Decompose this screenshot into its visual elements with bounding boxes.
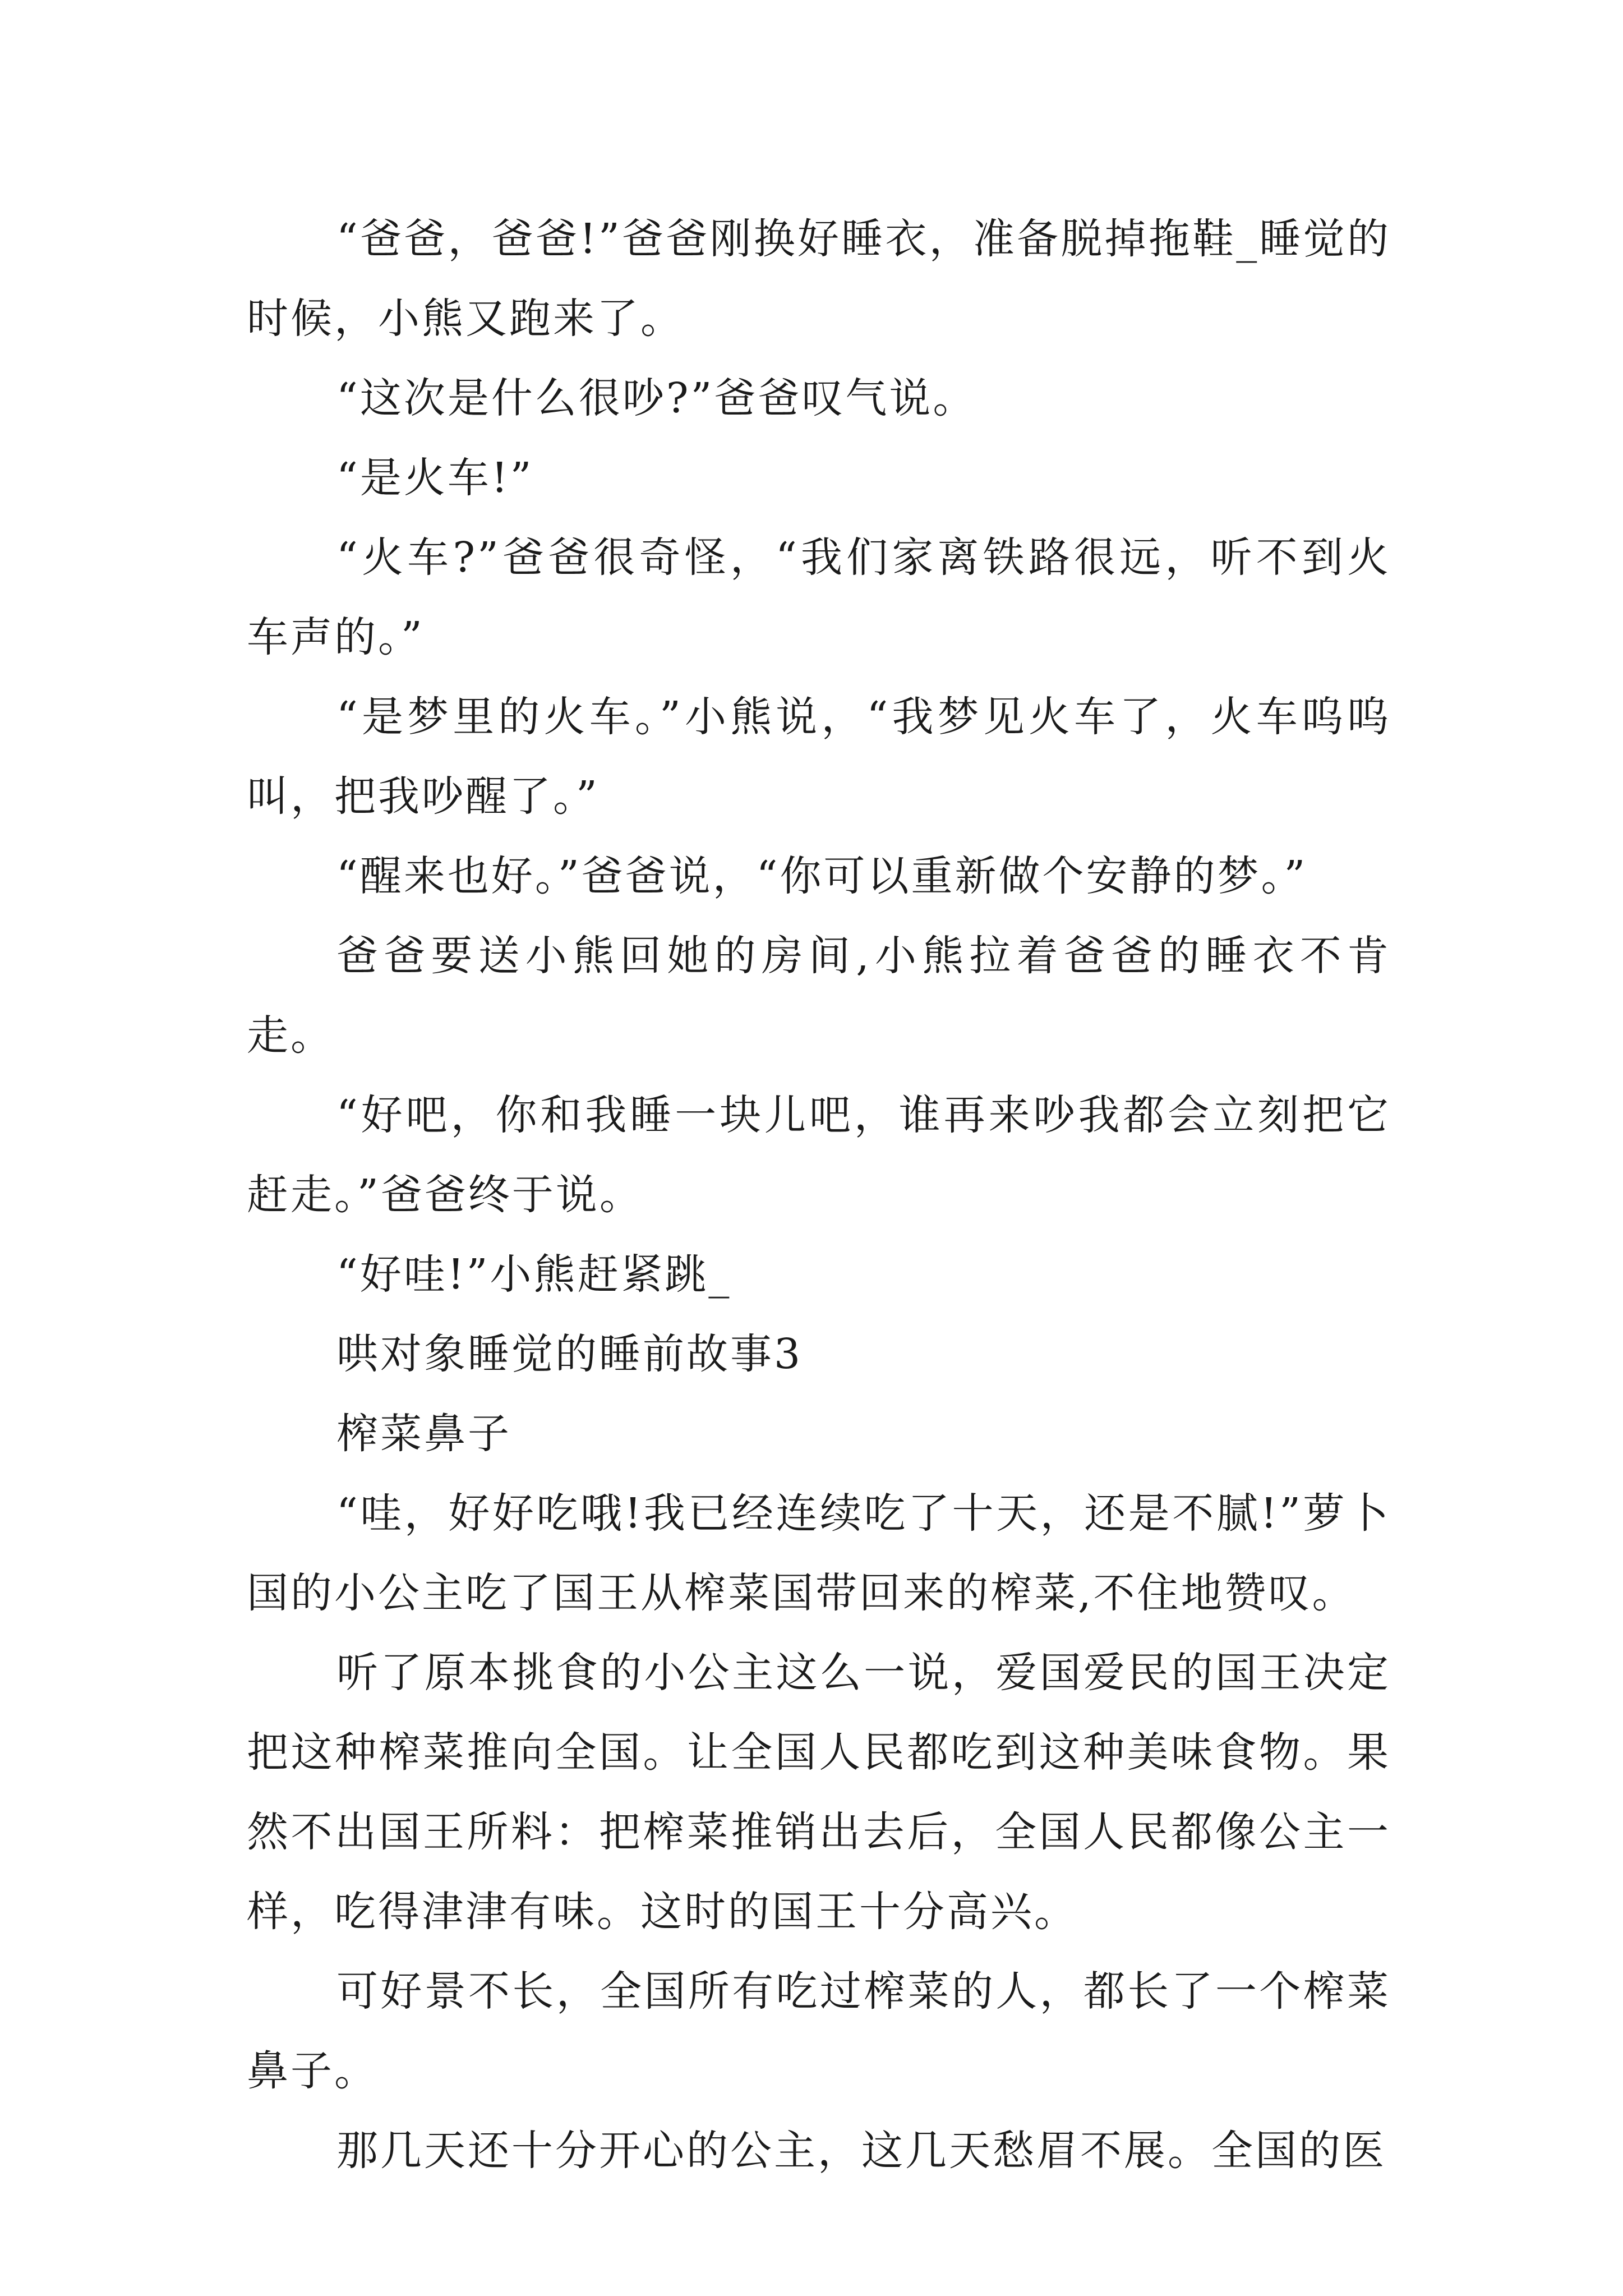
paragraph-3: “是火车!”	[336, 454, 534, 502]
story-title: 榨菜鼻子	[336, 1410, 511, 1458]
paragraph-14: 可好景不长，全国所有吃过榨菜的人，都长了一个榨菜鼻子。	[247, 1967, 1391, 2095]
paragraph-12: “哇，好好吃哦!我已经连续吃了十天，还是不腻!”萝卜国的小公主吃了国王从榨菜国带回来的榨菜,不住地赞叹。	[247, 1489, 1391, 1617]
paragraph-2: “这次是什么很吵?”爸爸叹气说。	[336, 374, 977, 422]
story-heading: 哄对象睡觉的睡前故事3	[336, 1330, 803, 1378]
paragraph-13: 听了原本挑食的小公主这么一说，爱国爱民的国王决定把这种榨菜推向全国。让全国人民都吃到这种美味食物。果然不出国王所料：把榨菜推销出去后，全国人民都像公主一样，吃得津津有味。这时的国王十分高兴。	[247, 1649, 1391, 1936]
paragraph-8: “好吧，你和我睡一块儿吧，谁再来吵我都会立刻把它赶走。”爸爸终于说。	[247, 1091, 1391, 1219]
paragraph-4: “火车?”爸爸很奇怪，“我们家离铁路很远，听不到火车声的。”	[247, 533, 1391, 661]
paragraph-1: “爸爸，爸爸!”爸爸刚换好睡衣，准备脱掉拖鞋_睡觉的时候，小熊又跑来了。	[247, 215, 1391, 343]
paragraph-6: “醒来也好。”爸爸说，“你可以重新做个安静的梦。”	[336, 852, 1308, 900]
paragraph-7: 爸爸要送小熊回她的房间,小熊拉着爸爸的睡衣不肯走。	[247, 932, 1391, 1060]
story-text	[247, 199, 1391, 2191]
paragraph-9: “好哇!”小熊赶紧跳_	[336, 1250, 732, 1299]
paragraph-5: “是梦里的火车。”小熊说，“我梦见火车了，火车呜呜叫，把我吵醒了。”	[247, 693, 1391, 821]
paragraph-15: 那几天还十分开心的公主，这几天愁眉不展。全国的医	[336, 2127, 1386, 2175]
